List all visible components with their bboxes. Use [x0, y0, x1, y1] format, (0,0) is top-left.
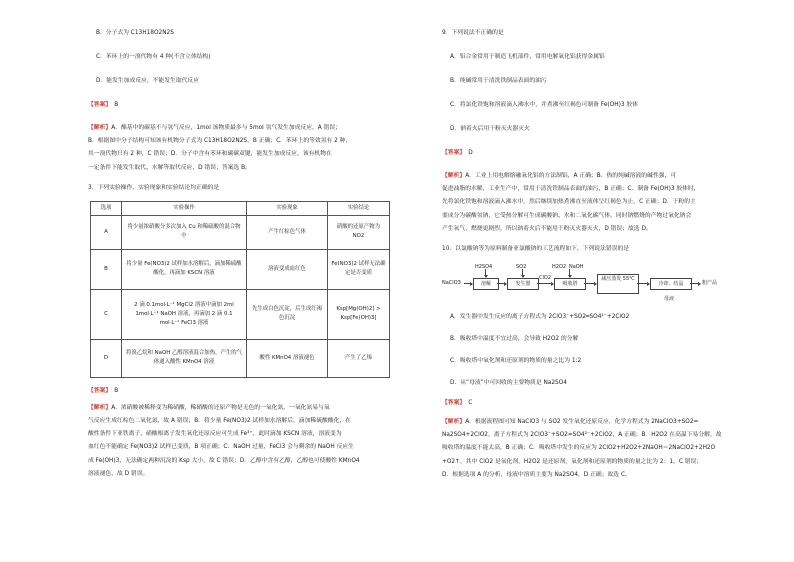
q10-stem: 10．以氯酸钠等为原料制备亚氯酸钠的工艺流程如下，下列说法错误的是 — [442, 246, 630, 253]
flow-box: 减压蒸发 55℃ — [597, 274, 639, 294]
q9-stem: 9．下列说法不正确的是 — [442, 30, 504, 36]
flow-arrow — [464, 283, 472, 284]
q9-option-b: B．纯碱常用于清洗铁制品表面的油污 — [450, 78, 547, 84]
explanation-line: 血红色不能确定 Fe(NO3)2 试样已变质，B 项正确；C．NaOH 过量，FeCl3 会与剩余的 NaOH 反应生 — [88, 444, 354, 451]
answer-label: 【答案】 — [442, 400, 466, 407]
table-cell: Ksp[Mg(OH)2] > Ksp[Fe(OH)3] — [328, 289, 390, 339]
flow-input-label: H2SO4 — [475, 264, 493, 271]
flow-input-label: H2O2 — [552, 264, 567, 271]
explanation-line: 酸性条件下亚铁离子、硝酸根离子发生氧化还原反应可生成 Fe³⁺，此时滴加 KSCN 溶液，溶液变为 — [88, 431, 342, 438]
explanation-line: +O2↑，其中 ClO2 是氧化剂，H2O2 是还原剂，氧化剂和还原剂的物质的量之比为 2：1，C 错误； — [442, 458, 703, 465]
explanation-label: 【解析】 — [442, 173, 466, 179]
explanation-line: 吸收塔的温度不能太高，B 正确；C．吸收塔中发生的反应为 2ClO2+H2O2+2NaOH＝2NaClO2+2H2O — [442, 445, 716, 452]
explanation-line: 气反应生成红棕色二氧化氮，故 A 错误；B．将少量 Fe(NO3)2 试样加水溶解后，滴加稀硫酸酸化，在 — [88, 418, 351, 425]
table-row — [91, 339, 390, 377]
right-column — [442, 28, 777, 490]
flow-box: 溶解 — [473, 278, 499, 290]
q9-option-c: C．将氯化铁饱和溶液滴入沸水中，并煮沸至红褐色可制备 Fe(OH)3 胶体 — [450, 102, 638, 108]
table-header-row — [91, 201, 390, 215]
q9-explanation — [442, 170, 777, 236]
answer-value: C — [468, 400, 473, 407]
answer-value: D — [468, 150, 473, 156]
q2-option-d: D．能发生加成反应，不能发生取代反应 — [96, 78, 200, 84]
explanation-text: A．根据流程图可知 NaClO3 与 SO2 发生氧化还原反应，化学方程式为 2NaClO3+SO2= — [465, 419, 699, 426]
table-cell: 将少量浓硝酸分多次加入 Cu 和稀硫酸的混合物中 — [122, 215, 247, 249]
q10-option-b: B．吸收塔中温度不宜过高，会导致 H2O2 的分解 — [450, 336, 579, 343]
answer-value: B — [114, 387, 119, 394]
answer-label: 【答案】 — [442, 150, 466, 156]
table-cell: 酸性 KMnO4 溶液褪色 — [247, 339, 328, 377]
flow-arrow — [690, 283, 700, 284]
flow-arrow — [537, 283, 553, 284]
flow-input-label: SO2 — [516, 264, 527, 271]
flow-arrow — [497, 283, 506, 284]
table-cell: 产生了乙烯 — [328, 339, 390, 377]
explanation-line: 先将氯化铁饱和溶液滴入沸水中，然后继续加热煮沸直至液体呈红褐色为止，C 正确；D．干粉的主 — [442, 199, 696, 206]
explanation-line — [88, 122, 423, 135]
q9-option-d: D．钠着火后用干粉灭火器灭火 — [450, 126, 530, 132]
explanation-line: 一定条件下能发生取代、水解等取代反应，D 错误；答案选 B。 — [88, 164, 251, 171]
table-header: 实验现象 — [247, 201, 328, 215]
explanation-line: 产生氧气，燃烧更剧烈，所以钠着火后不能用干粉灭火器灭火，D 错误；故选 D。 — [442, 225, 652, 232]
table-cell: B — [91, 249, 122, 289]
answer-value: B — [114, 102, 119, 108]
explanation-label: 【解析】 — [442, 419, 466, 426]
flow-box: 冷却、结晶 — [650, 278, 692, 290]
flow-product-label: 粗产品 — [702, 280, 718, 287]
table-cell: 先生成白色沉淀，后生成红褐色沉淀 — [247, 289, 328, 339]
table-cell: 硝酸的还原产物为 NO2 — [328, 215, 390, 249]
explanation-label: 【解析】 — [88, 404, 112, 411]
explanation-text: A．酯基中的碳基不与氢气反应，1mol 该物质最多与 5mol 氢气发生加成反应，A 错误； — [111, 125, 341, 131]
flow-start-label: NaClO3 — [442, 280, 461, 287]
table-cell: 2 滴 0.1mol·L⁻¹ MgCl2 溶液中滴加 2ml 1mol·L⁻¹ NaOH 溶液，再滴加 2 滴 0.1 mol·L⁻¹ FeCl3 溶液 — [122, 289, 247, 339]
explanation-line: 成 Fe(OH)3，无法确定两种沉淀的 Ksp 大小，故 C 错误；D．乙醇中含有乙醇，乙醇也可使酸性 KMnO4 — [88, 457, 360, 464]
explanation-line: 其一溴代物只有 2 种，C 错误；D．分子中含有苯环和碳碳双键，能发生加成反应，该有机物在 — [88, 151, 332, 158]
table-cell: Fe(NO3)2 试样无法确定是否变质 — [328, 249, 390, 289]
flow-arrow — [584, 283, 596, 284]
explanation-line: B．根据图中分子结构可知该有机物分子式为 C13H18O2N2S，B 正确；C．苯环上的等效氢有 2 种， — [88, 138, 352, 145]
left-column — [88, 28, 423, 489]
explanation-label: 【解析】 — [88, 125, 112, 131]
table-header: 选项 — [91, 201, 122, 215]
experiment-table — [90, 201, 390, 378]
explanation-line — [88, 402, 423, 415]
q3-explanation — [88, 402, 423, 481]
flow-arrow — [637, 283, 649, 284]
table-row — [91, 249, 390, 289]
flow-input-label: NaOH — [569, 264, 584, 271]
explanation-text: A．浓硝酸被稀释变为稀硝酸，稀硝酸的还原产物是无色的一氧化氮，一氧化氮易与氧 — [111, 404, 330, 411]
q10-option-c: C．吸收塔中氧化剂和还原剂的物质的量之比为 1:2 — [450, 358, 582, 365]
q2-answer — [88, 100, 423, 110]
q2-option-c: C．苯环上的一溴代物有 4 种(不含立体结构) — [96, 54, 211, 60]
table-header: 实验结论 — [328, 201, 390, 215]
flow-side-label: ClO2 — [539, 275, 551, 282]
explanation-line: Na2SO4+2ClO2，离子方程式为 2ClO3⁻+SO2=SO4²⁻+2ClO2，A 正确；B．H2O2 在高温下易分解，故 — [442, 432, 722, 439]
q10-option-a: A．发生器中发生反应的离子方程式为 2ClO3⁻+SO2═SO4²⁻+2ClO2 — [450, 314, 630, 321]
answer-label: 【答案】 — [88, 102, 112, 108]
q9-answer — [442, 148, 777, 158]
q2-option-b: B．分子式为 C13H18O2N2S — [96, 30, 174, 36]
table-header: 实验操作 — [122, 201, 247, 215]
q3-answer — [88, 386, 423, 396]
table-cell: C — [91, 289, 122, 339]
flow-arrow — [569, 269, 570, 277]
table-row — [91, 215, 390, 249]
q2-explanation — [88, 122, 423, 175]
flow-arrow — [522, 269, 523, 277]
explanation-line: 溶液褪色，故 D 错误。 — [88, 470, 149, 477]
q3-stem: 3．下列实验操作、实验现象和实验结论均正确的是 — [88, 184, 220, 191]
explanation-line: 促进油脂的水解，工业生产中，常用于清洗铁制品表面的油污，B 正确；C．制备 Fe(OH)3 胶体时， — [442, 186, 700, 193]
q10-answer — [442, 398, 777, 408]
explanation-line — [442, 416, 777, 429]
table-cell: 产生红棕色气体 — [247, 215, 328, 249]
answer-label: 【答案】 — [88, 387, 112, 394]
flow-arrow — [485, 269, 486, 277]
q10-explanation — [442, 416, 777, 482]
table-cell: 溶液变成血红色 — [247, 249, 328, 289]
q10-option-d: D．从“母液”中可回收的主要物质是 Na2SO4 — [450, 380, 567, 387]
explanation-line: D．根据选项 A 的分析，母液中溶质主要为 Na2SO4，D 正确；故选 C。 — [442, 471, 631, 478]
explanation-line: 要成分为碳酸氢钠，它受热分解可生成碳酸钠、水和二氧化碳气体，同时钠燃烧的产物过氧化钠会 — [442, 212, 692, 219]
process-flow-diagram — [442, 262, 772, 302]
flow-liquor-label: 母液 — [664, 296, 675, 303]
explanation-text: A．工业上用电解熔融氧化铝的方法制铝，A 正确；B．热的纯碱溶液的碱性强，可 — [465, 173, 677, 179]
table-cell: 将少量 Fe(NO3)2 试样加水溶解后，滴加稀硫酸酸化，再滴加 KSCN 溶液 — [122, 249, 247, 289]
table-cell: 将溴乙烷和 NaOH 乙醇溶液混合加热，产生的气体通入酸性 KMnO4 溶液 — [122, 339, 247, 377]
table-cell: A — [91, 215, 122, 249]
table-cell: D — [91, 339, 122, 377]
q9-option-a: A．铝合金常用于制造飞机部件，常用电解氧化铝获得金属铝 — [450, 54, 605, 60]
table-row — [91, 289, 390, 339]
flow-box: 吸收塔 — [554, 278, 586, 290]
explanation-line — [442, 170, 777, 183]
flow-box: 发生器 — [507, 278, 539, 290]
